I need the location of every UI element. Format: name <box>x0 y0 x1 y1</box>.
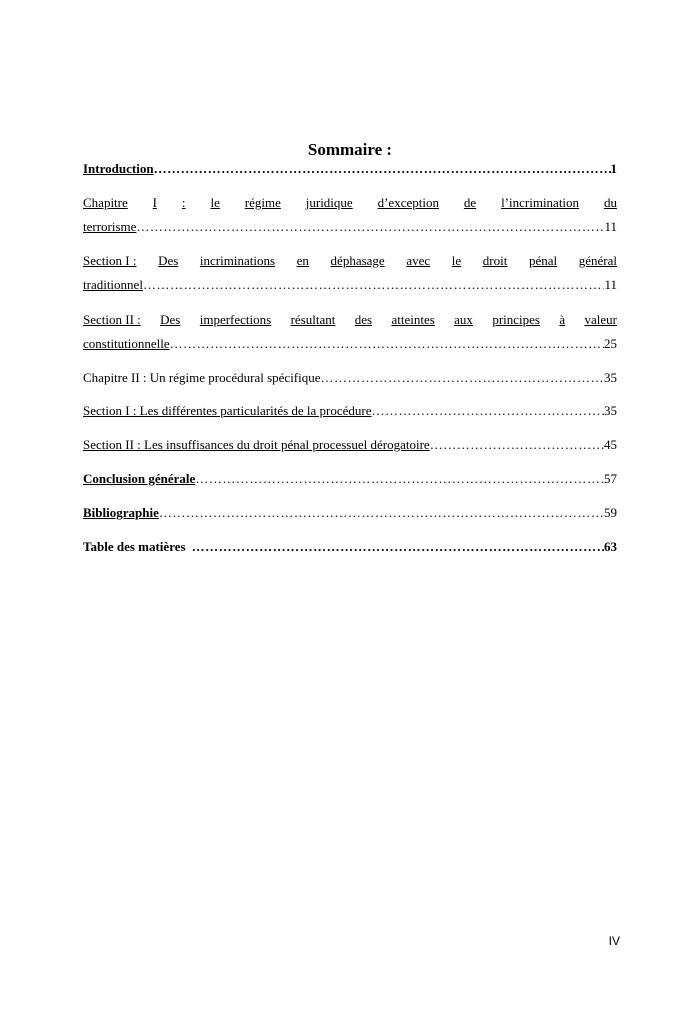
word: Chapitre <box>83 195 128 210</box>
word: le <box>210 195 220 210</box>
toc-entry-page: 1 <box>610 161 617 176</box>
toc-entry-title[interactable]: Introduction <box>83 161 154 176</box>
word: général <box>578 253 617 268</box>
toc-entry-page: 11 <box>604 277 617 292</box>
toc-entry-title[interactable]: Section II : Les insuffisances du droit pénal processuel dérogatoire <box>83 437 430 452</box>
toc-entry-bibliographie[interactable] <box>83 501 617 525</box>
toc-entry-title-line-2[interactable]: traditionnel <box>83 277 143 292</box>
word: imperfections <box>199 312 272 327</box>
dot-leader <box>430 433 604 457</box>
toc-entry-section-1-2[interactable] <box>83 308 617 356</box>
dot-leader <box>372 399 604 423</box>
toc-entry-title[interactable]: Conclusion générale <box>83 471 196 486</box>
dot-leader <box>321 366 604 390</box>
toc-entry-chapitre-2[interactable] <box>83 366 617 390</box>
toc-entry-page: 25 <box>604 336 617 351</box>
word: en <box>296 253 309 268</box>
toc-entry-title[interactable]: Section I : Les différentes particularités de la procédure <box>83 403 372 418</box>
word: régime <box>244 195 281 210</box>
toc-entry-title-line-2[interactable]: constitutionnelle <box>83 336 170 351</box>
toc-entry-page: 35 <box>604 370 617 385</box>
dot-leader <box>143 273 605 297</box>
dot-leader <box>159 501 604 525</box>
toc-entry-page: 45 <box>604 437 617 452</box>
toc-entry-conclusion[interactable] <box>83 467 617 491</box>
toc-entry-section-1-1[interactable] <box>83 249 617 297</box>
dot-leader <box>154 157 611 181</box>
word: le <box>451 253 462 268</box>
word: droit <box>482 253 508 268</box>
toc-entry-table-des-matieres[interactable] <box>83 535 617 559</box>
word: pénal <box>528 253 558 268</box>
page-title: Sommaire : <box>307 140 393 159</box>
toc-entry-title-line-1[interactable] <box>83 308 617 332</box>
word: incriminations <box>199 253 276 268</box>
page-number: IV <box>608 934 620 948</box>
dot-leader <box>136 215 604 239</box>
word: principes <box>492 312 540 327</box>
dot-leader <box>170 332 604 356</box>
word: d’exception <box>377 195 439 210</box>
word: avec <box>406 253 431 268</box>
toc-entry-page: 59 <box>604 505 617 520</box>
word: juridique <box>305 195 353 210</box>
toc-entry-section-2-2[interactable] <box>83 433 617 457</box>
word: Des <box>160 312 181 327</box>
dot-leader <box>192 535 604 559</box>
word: l’incrimination <box>501 195 580 210</box>
word: de <box>463 195 477 210</box>
toc-entry-title[interactable]: Bibliographie <box>83 505 159 520</box>
toc-entry-title[interactable]: Table des matières <box>83 539 186 554</box>
toc-entry-title-line-1[interactable] <box>83 191 617 215</box>
word: atteintes <box>391 312 435 327</box>
word: Des <box>158 253 179 268</box>
toc-entry-title-line-2[interactable]: terrorisme <box>83 219 137 234</box>
word: aux <box>454 312 473 327</box>
word: des <box>354 312 373 327</box>
word: à <box>559 312 566 327</box>
word: Section II : <box>83 312 141 327</box>
toc-entry-page: 57 <box>604 471 617 486</box>
toc-entry-chapitre-1[interactable] <box>83 191 617 239</box>
word: déphasage <box>330 253 385 268</box>
word: du <box>603 195 617 210</box>
word: : <box>181 195 186 210</box>
toc-entry-title-line-1[interactable] <box>83 249 617 273</box>
word: résultant <box>290 312 336 327</box>
word: Section I : <box>83 253 137 268</box>
dot-leader <box>195 467 604 491</box>
toc-entry-page: 63 <box>604 539 617 554</box>
word: valeur <box>584 312 617 327</box>
toc-entry-page: 35 <box>604 403 617 418</box>
toc-entry-section-2-1[interactable] <box>83 399 617 423</box>
word: I <box>152 195 158 210</box>
toc-entry-title[interactable]: Chapitre II : Un régime procédural spécifique <box>83 370 321 385</box>
toc-entry-introduction[interactable] <box>83 157 617 181</box>
toc-entry-page: 11 <box>604 219 617 234</box>
